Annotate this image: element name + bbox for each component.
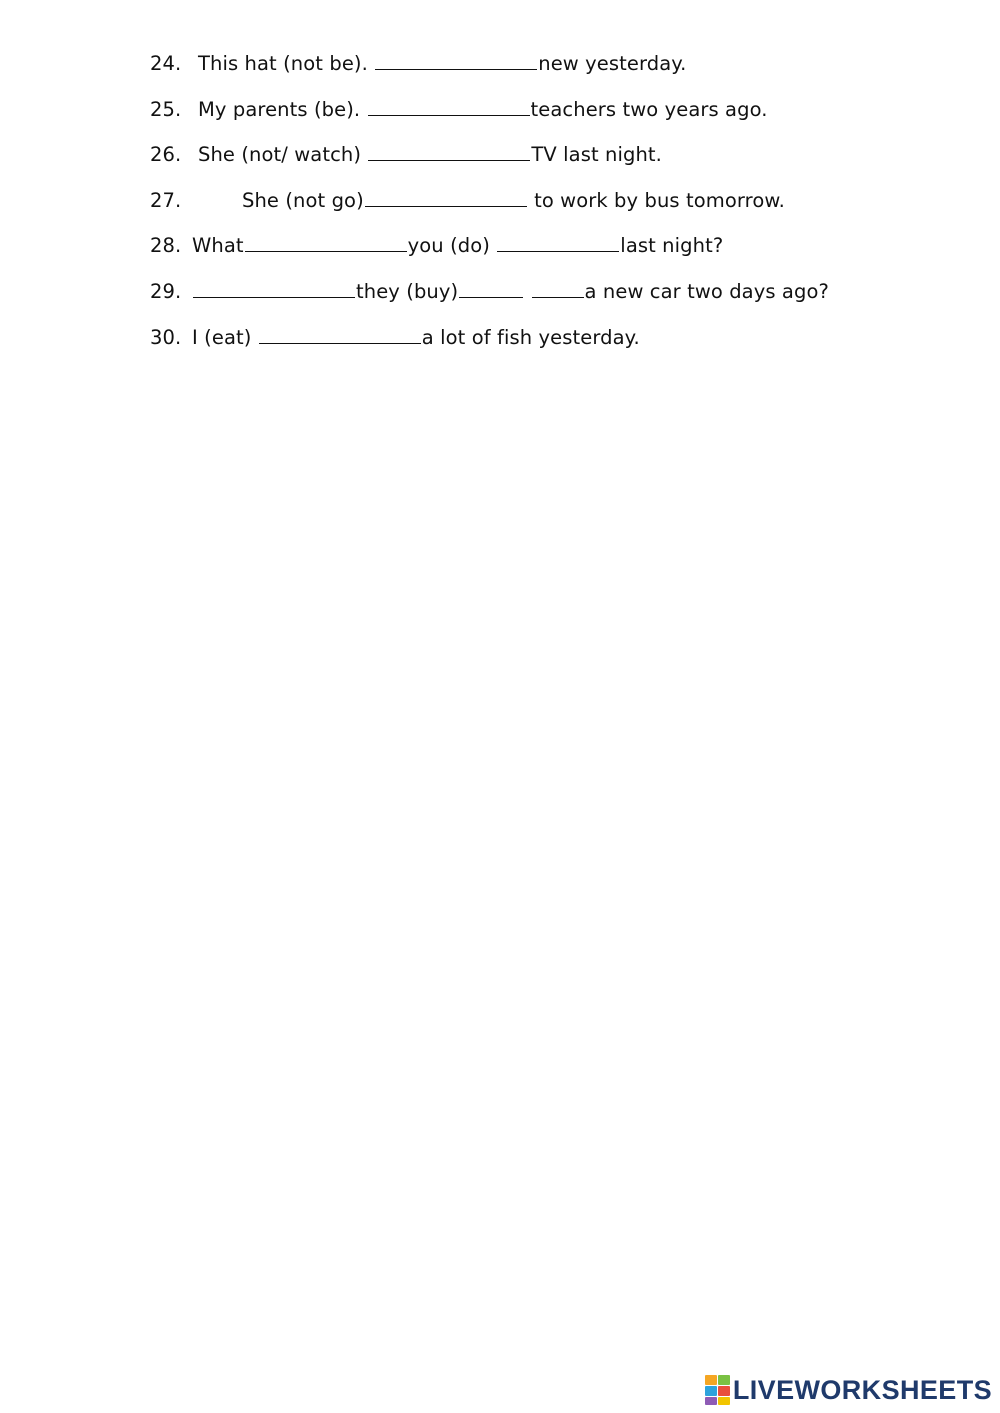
prompt-text: TV last night. [531, 143, 662, 167]
answer-blank[interactable] [193, 279, 355, 298]
prompt-text: I (eat) [192, 325, 258, 349]
prompt-text: She (not go) [242, 188, 364, 212]
item-number: 30. [150, 325, 182, 349]
prompt-text: My parents (be). [198, 97, 367, 121]
prompt-text: new yesterday. [538, 52, 687, 75]
liveworksheets-logo-icon [705, 1375, 730, 1405]
exercise-item-24 [150, 49, 829, 95]
item-number: 27. [150, 188, 182, 212]
liveworksheets-brand [705, 1375, 992, 1405]
item-number: 29. [150, 279, 182, 303]
answer-blank[interactable] [245, 233, 407, 252]
answer-blank[interactable] [368, 142, 530, 161]
exercise-item-29 [150, 277, 829, 323]
exercise-item-25 [150, 95, 829, 141]
answer-blank[interactable] [459, 279, 523, 298]
prompt-text: to work by bus tomorrow. [527, 188, 785, 212]
exercise-item-28 [150, 231, 829, 277]
answer-blank[interactable] [375, 51, 537, 70]
item-number: 26. [150, 143, 182, 167]
prompt-text: a new car two days ago? [584, 279, 829, 303]
prompt-text: teachers two years ago. [530, 97, 768, 121]
item-number: 28. [150, 234, 182, 258]
brand-name: LIVEWORKSHEETS [732, 1374, 992, 1405]
exercise-item-27 [150, 186, 829, 232]
item-number: 24. [150, 52, 182, 75]
exercise-list [150, 49, 829, 368]
item-number: 25. [150, 97, 182, 121]
prompt-text: What [192, 234, 244, 258]
prompt-text: a lot of fish yesterday. [421, 325, 640, 349]
answer-blank[interactable] [365, 188, 527, 207]
answer-blank[interactable] [497, 233, 619, 252]
prompt-text: This hat (not be). [198, 52, 375, 75]
answer-blank[interactable] [259, 325, 421, 344]
prompt-text: they (buy) [356, 279, 459, 303]
prompt-text: you (do) [407, 234, 497, 258]
prompt-text: last night? [620, 234, 724, 258]
prompt-text: She (not/ watch) [198, 143, 368, 167]
exercise-item-26 [150, 140, 829, 186]
answer-blank[interactable] [532, 279, 584, 298]
exercise-item-30 [150, 323, 829, 369]
answer-blank[interactable] [368, 97, 530, 116]
prompt-text [524, 280, 530, 303]
